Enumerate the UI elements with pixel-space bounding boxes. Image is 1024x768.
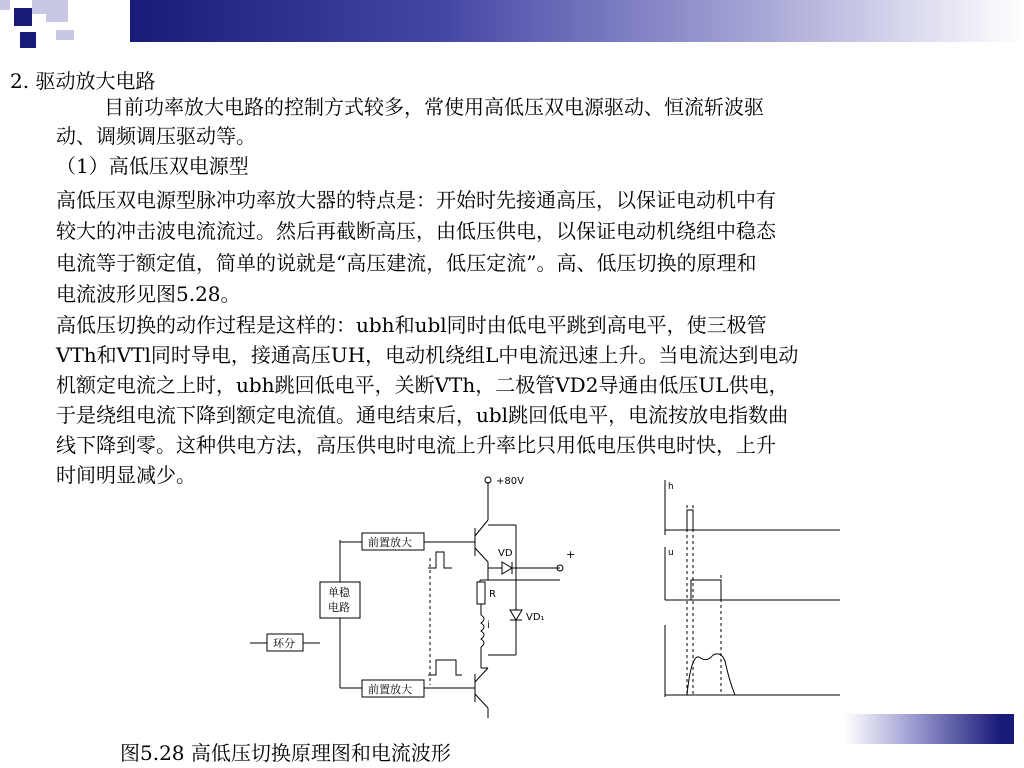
diode-vd1-label: VD₁ — [526, 612, 545, 623]
paragraph-line: 机额定电流之上时，ubh跳回低电平，关断VTh，二极管VD2导通由低压UL供电， — [56, 373, 789, 397]
pre-amp-top-label: 前置放大 — [368, 536, 412, 549]
diode-vd-label: VD — [498, 548, 513, 559]
subheading: （1）高低压双电源型 — [56, 154, 249, 178]
monostable-label: 单稳 — [328, 586, 350, 599]
supply-label: +80V — [496, 476, 524, 487]
header-square — [20, 32, 36, 48]
footer-decoration — [845, 714, 1024, 768]
paragraph-line: 于是绕组电流下降到额定电流值。通电结束后，ubl跳回低电平，电流按放电指数曲 — [56, 403, 789, 427]
resistor-label: R — [489, 589, 496, 600]
paragraph-line: 较大的冲击波电流流过。然后再截断高压，由低压供电，以保证电动机绕组中稳态 — [56, 219, 776, 243]
diode-vd1 — [510, 610, 522, 620]
paragraph-line: 电流等于额定值，简单的说就是“高压建流，低压定流”。高、低压切换的原理和 — [56, 251, 757, 275]
pulse-bottom — [428, 660, 462, 675]
waveform-label-h: h — [668, 482, 674, 492]
header-square — [46, 0, 68, 22]
header-decoration — [0, 0, 1024, 64]
current-label: i — [487, 620, 490, 631]
header-square — [32, 0, 46, 14]
paragraph-line: VTh和VTl同时导电，接通高压UH，电动机绕组L中电流迅速上升。当电流达到电动 — [56, 343, 799, 367]
paragraph-line: 电流波形见图5.28。 — [56, 282, 241, 306]
header-square — [14, 8, 32, 26]
paragraph-line: 线下降到零。这种供电方法，高压供电时电流上升率比只用低电压供电时快，上升 — [56, 433, 776, 457]
ring-counter-label: 环分 — [273, 637, 295, 650]
waveform-ubh — [665, 510, 693, 530]
monostable-label: 电路 — [328, 601, 350, 614]
paragraph-line: 高低压双电源型脉冲功率放大器的特点是：开始时先接通高压，以保证电动机中有 — [56, 188, 776, 212]
pulse-top — [428, 552, 452, 568]
inductor — [481, 615, 484, 647]
waveform-diagram — [655, 475, 845, 705]
paragraph-line: 时间明显减少。 — [56, 463, 196, 487]
footer-square — [1000, 714, 1014, 744]
figure-caption: 图5.28 高低压切换原理图和电流波形 — [120, 741, 451, 765]
intro-line: 动、调频调压驱动等。 — [56, 124, 256, 148]
diode-vd — [502, 562, 512, 574]
header-square — [0, 0, 10, 10]
header-square — [56, 30, 74, 40]
paragraph-line: 高低压切换的动作过程是这样的：ubh和ubl同时由低电平跳到高电平，使三极管 — [56, 313, 767, 337]
resistor — [477, 582, 485, 604]
plus-label: + — [566, 548, 576, 561]
intro-line: 目前功率放大电路的控制方式较多，常使用高低压双电源驱动、恒流斩波驱 — [104, 95, 764, 119]
waveform-current — [687, 654, 735, 695]
waveform-label-l: u — [668, 548, 674, 558]
section-heading: 2. 驱动放大电路 — [10, 69, 156, 93]
header-gradient-bar — [130, 0, 1024, 42]
footer-gradient-bar — [845, 714, 1000, 744]
circuit-diagram — [240, 470, 610, 720]
pre-amp-bottom-label: 前置放大 — [368, 683, 412, 696]
